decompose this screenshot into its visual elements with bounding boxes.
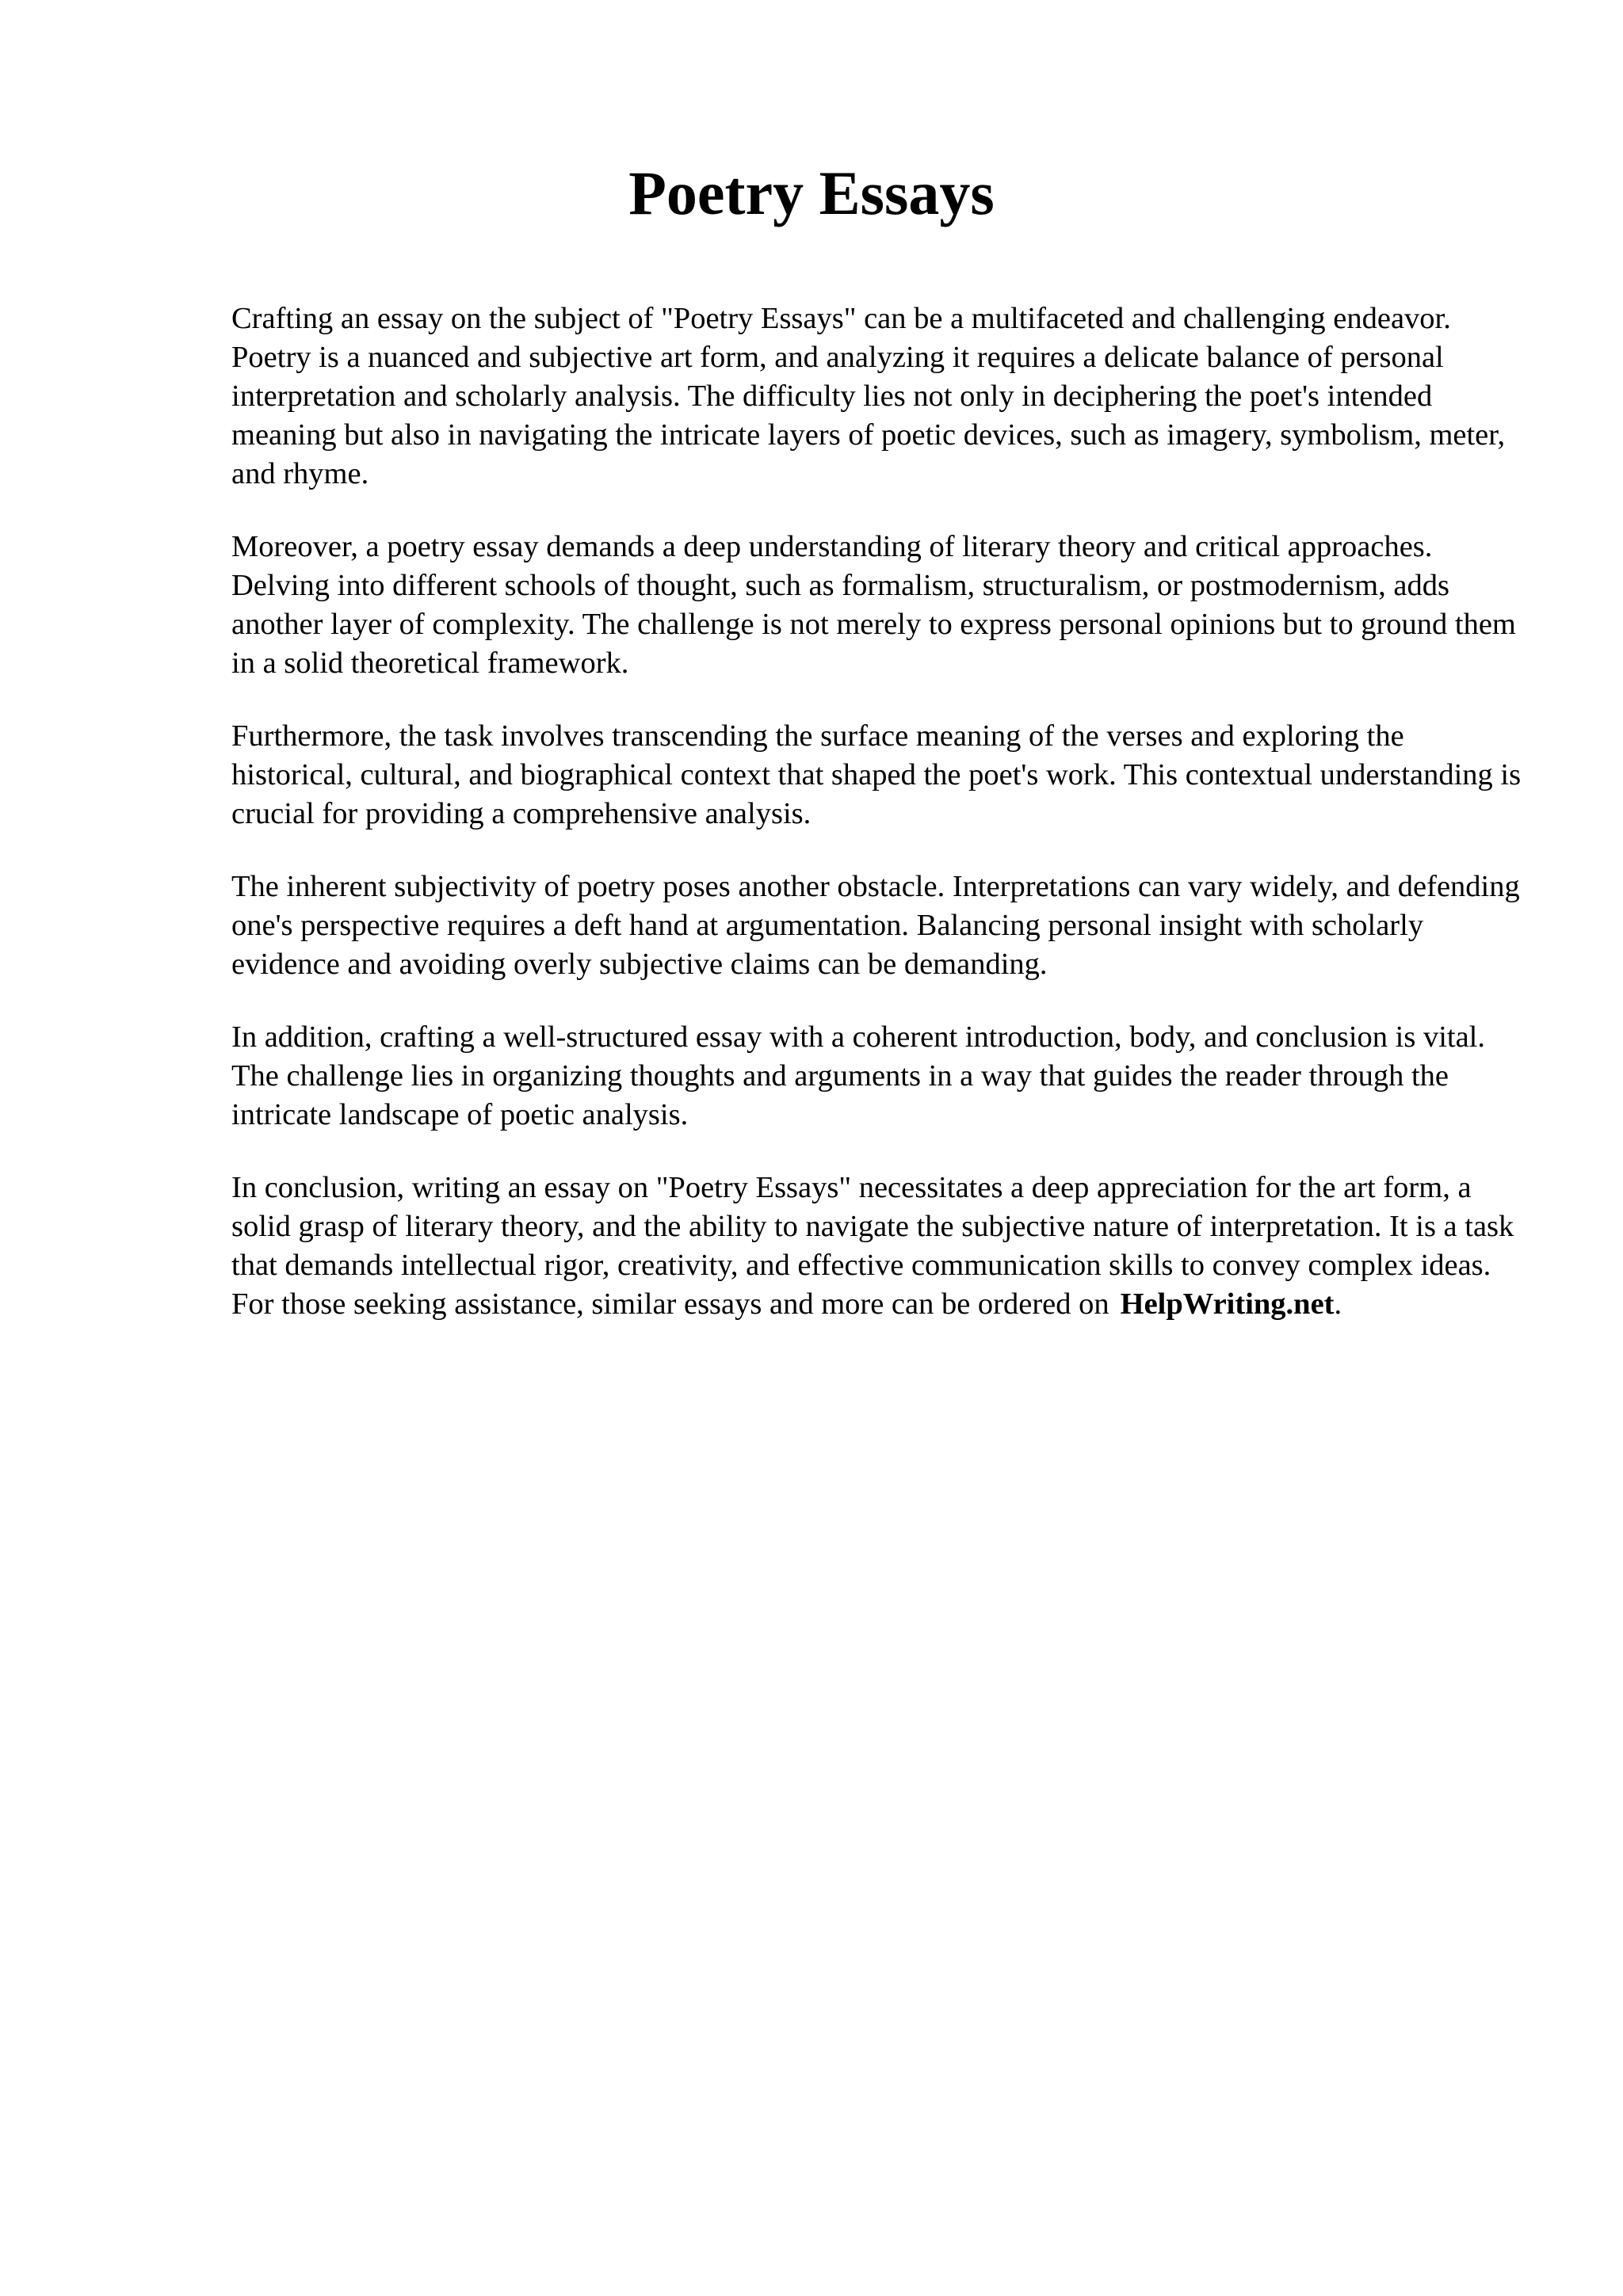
conclusion-text: In conclusion, writing an essay on "Poetry Essays" necessitates a deep appreciation for the art form, a solid grasp of literary theory, and the ability to navigate the subjective nature of interpretation. It is a task that demands intellectual rigor, creativity, and effective communication skills to convey complex ideas. For those seeking assistance, similar essays and more can be ordered on (231, 1171, 1514, 1321)
document-title: Poetry Essays (628, 158, 995, 227)
brand-link[interactable]: HelpWriting.net (1120, 1287, 1335, 1321)
paragraph-2: Moreover, a poetry essay demands a deep understanding of literary theory and critical approaches. Delving into different schools of thought, such as formalism, structuralism, or postmodernism, adds another layer of complexity. The challenge is not merely to express personal opinions but to ground them in a solid theoretical framework. (231, 530, 1516, 680)
paragraph-4: The inherent subjectivity of poetry poses another obstacle. Interpretations can vary widely, and defending one's perspective requires a deft hand at argumentation. Balancing personal insight with scholarly evidence and avoiding overly subjective claims can be demanding. (231, 870, 1520, 981)
conclusion-paragraph (231, 1169, 1531, 1324)
paragraph-3: Furthermore, the task involves transcending the surface meaning of the verses and exploring the historical, cultural, and biographical context that shaped the poet's work. This contextual understanding is crucial for providing a comprehensive analysis. (231, 719, 1522, 830)
paragraph-1: Crafting an essay on the subject of "Poetry Essays" can be a multifaceted and challenging endeavor. Poetry is a nuanced and subjective art form, and analyzing it requires a delicate balance of personal interpretation and scholarly analysis. The difficulty lies not only in deciphering the poet's intended meaning but also in navigating the intricate layers of poetic devices, such as imagery, symbolism, meter, and rhyme. (231, 302, 1506, 490)
paragraph-5: In addition, crafting a well-structured essay with a coherent introduction, body, and conclusion is vital. The challenge lies in organizing thoughts and arguments in a way that guides the reader through the intricate landscape of poetic analysis. (231, 1020, 1485, 1131)
conclusion-end: . (1334, 1287, 1342, 1321)
document-body (231, 299, 1531, 1358)
